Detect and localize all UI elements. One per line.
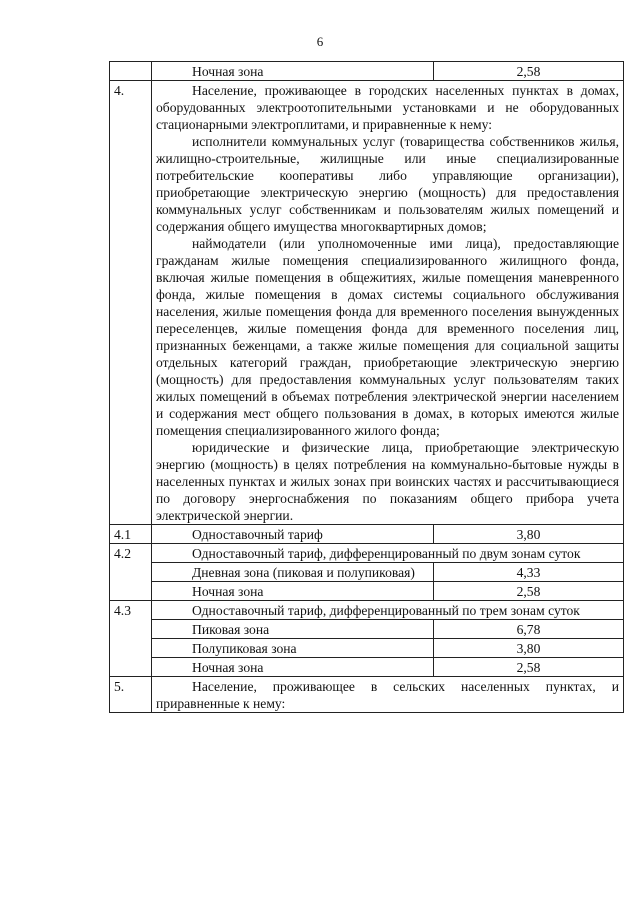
row-number [110,62,152,81]
row-label: Ночная зона [152,658,434,677]
row-value: 6,78 [434,620,624,639]
table-row [110,62,624,81]
paragraph: юридические и физические лица, приобретающие электрическую энергию (мощность) в целях потребления на коммунально-бытовые нужды в населенных пунктах и жилых зонах при воинских частях и рассчитывающиеся по договору энергоснабжения по показаниям общего прибора учета электрической энергии. [156,440,619,523]
table-row [110,563,624,582]
table-row [110,525,624,544]
table-row [110,582,624,601]
row-label: Одноставочный тариф [152,525,434,544]
row-number: 4. [110,81,152,525]
row-label: Ночная зона [152,62,434,81]
row-number: 5. [110,677,152,713]
paragraph: Население, проживающее в городских населенных пунктах в домах, оборудованных электроотопительными установками и не оборудованных стационарными электроплитами, и приравненные к нему: [156,83,619,132]
row-label: Пиковая зона [152,620,434,639]
table-row [110,639,624,658]
table-row [110,677,624,713]
table-row [110,81,624,525]
paragraph: исполнители коммунальных услуг (товарищества собственников жилья, жилищно-строительные, жилищные или иные специализированные потребительские кооперативы либо управляющие организации), приобретающие электрическую энергию (мощность) для предоставления коммунальных услуг собственникам и пользователям жилых помещений и содержания общего имущества многоквартирных домов; [156,134,619,234]
row-label: Одноставочный тариф, дифференцированный по трем зонам суток [152,601,624,620]
row-number: 4.3 [110,601,152,677]
row-value: 2,58 [434,658,624,677]
paragraph: наймодатели (или уполномоченные ими лица), предоставляющие гражданам жилые помещения специализированного жилищного фонда, включая жилые помещения в общежитиях, жилые помещения маневренного фонда, жилые помещения в домах системы социального обслуживания населения, жилые помещения фонда для временного поселения вынужденных переселенцев, жилые помещения фонда для временного поселения лиц, признанных беженцами, а также жилые помещения для социальной защиты отдельных категорий граждан, приобретающие электрическую энергию (мощность) для предоставления коммунальных услуг пользователям таких жилых помещений в объемах потребления электрической энергии населением и содержания мест общего пользования в домах, в которых имеются жилые помещения специализированного жилого фонда; [156,236,619,438]
row-label: Население, проживающее в сельских населенных пунктах, и приравненные к нему: [152,677,624,713]
row-label: Полупиковая зона [152,639,434,658]
page-number: 6 [316,34,324,49]
row-label: Одноставочный тариф, дифференцированный по двум зонам суток [152,544,624,563]
row-value: 4,33 [434,563,624,582]
row-value: 3,80 [434,639,624,658]
row-value: 2,58 [434,62,624,81]
row-label: Ночная зона [152,582,434,601]
row-value: 3,80 [434,525,624,544]
row-number: 4.2 [110,544,152,601]
row-value: 2,58 [434,582,624,601]
table-row [110,658,624,677]
row-description [152,81,624,525]
row-label: Дневная зона (пиковая и полупиковая) [152,563,434,582]
table-row [110,601,624,620]
tariff-table [109,61,624,713]
row-number: 4.1 [110,525,152,544]
table-row [110,620,624,639]
table-row [110,544,624,563]
